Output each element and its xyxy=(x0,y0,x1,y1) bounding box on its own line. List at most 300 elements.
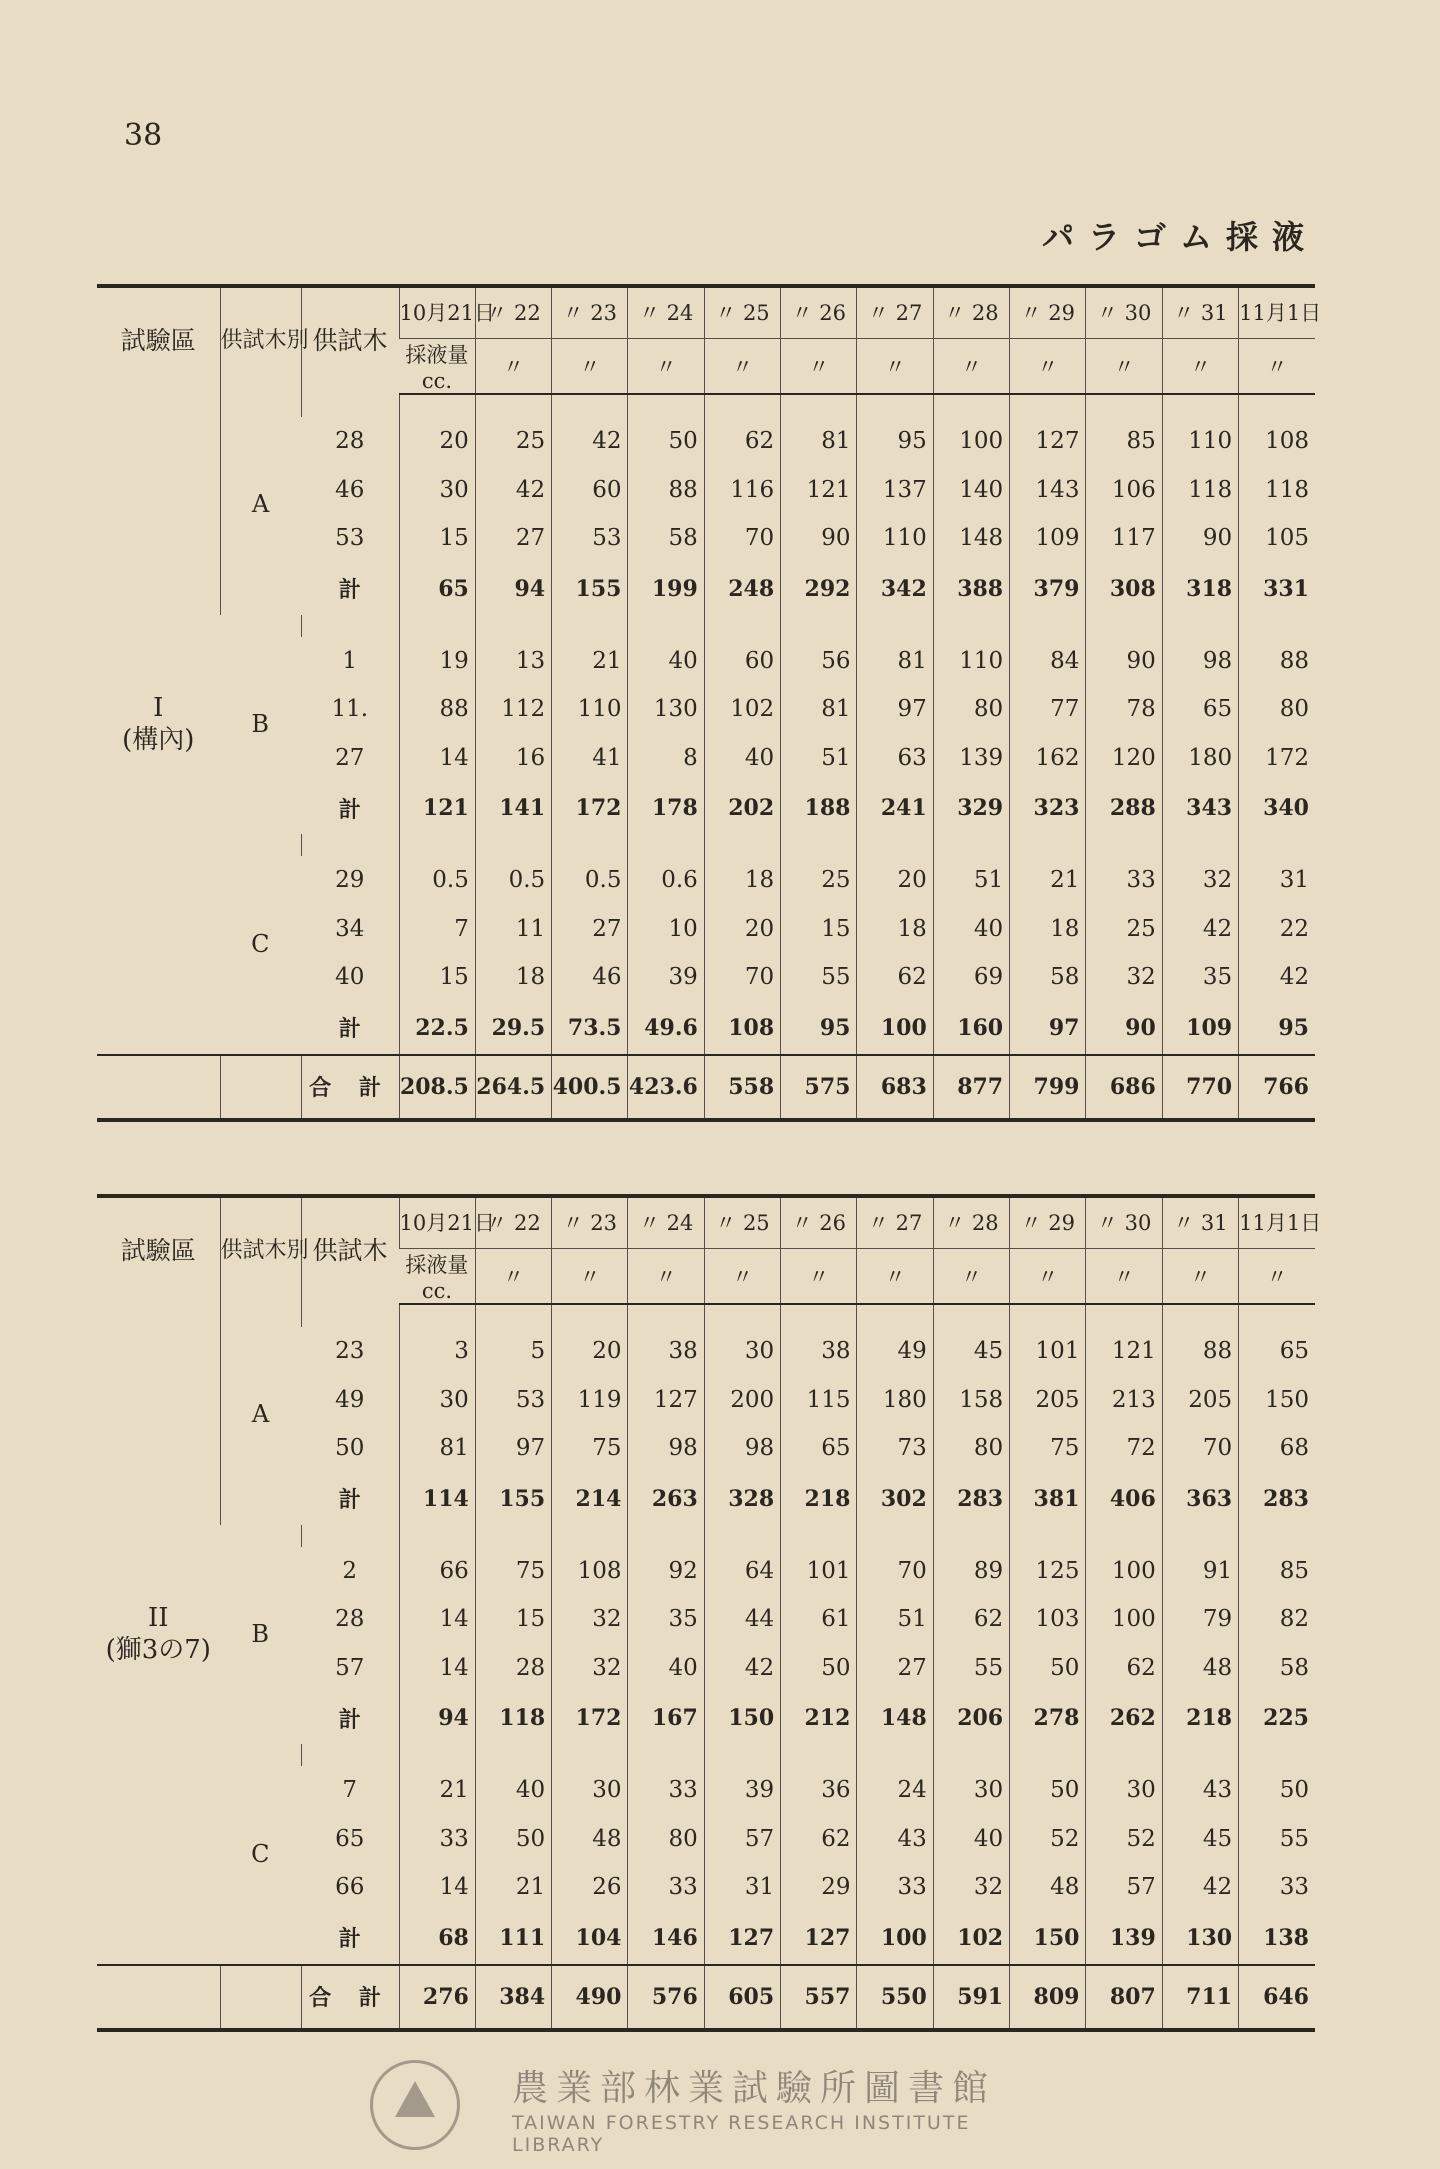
subtotal-cell: 199 xyxy=(628,563,704,615)
subtotal-cell: 104 xyxy=(552,1912,628,1965)
value-cell: 110 xyxy=(1162,417,1238,466)
value-cell: 117 xyxy=(1086,514,1162,563)
subtotal-cell: 160 xyxy=(933,1002,1009,1055)
value-cell: 116 xyxy=(704,466,780,515)
tree-id: 66 xyxy=(335,1874,365,1901)
value-cell: 63 xyxy=(857,734,933,783)
header-area: 試驗區 xyxy=(120,1236,196,1266)
header-date: 〃 26 xyxy=(781,286,857,339)
value-cell: 30 xyxy=(399,466,475,515)
value-cell: 100 xyxy=(1086,1595,1162,1644)
tree-id: 34 xyxy=(335,915,365,942)
value-cell: 66 xyxy=(399,1547,475,1596)
subtotal-cell: 172 xyxy=(552,1692,628,1744)
total-cell: 558 xyxy=(704,1055,780,1120)
value-cell: 29 xyxy=(781,1863,857,1912)
value-cell: 55 xyxy=(1239,1815,1315,1864)
value-cell: 80 xyxy=(1239,685,1315,734)
value-cell: 40 xyxy=(933,1815,1009,1864)
total-cell: 686 xyxy=(1086,1055,1162,1120)
total-cell: 490 xyxy=(552,1965,628,2030)
header-date: 〃 26 xyxy=(781,1196,857,1249)
value-cell: 95 xyxy=(857,417,933,466)
value-cell: 101 xyxy=(781,1547,857,1596)
subtotal-cell: 49.6 xyxy=(628,1002,704,1055)
header-title: パラゴム採液 xyxy=(1041,218,1318,256)
value-cell: 20 xyxy=(857,856,933,905)
value-cell: 32 xyxy=(1162,856,1238,905)
subtotal-cell: 94 xyxy=(475,563,551,615)
value-cell: 22 xyxy=(1239,905,1315,954)
subtotal-cell: 138 xyxy=(1239,1912,1315,1965)
value-cell: 90 xyxy=(1086,637,1162,686)
group-label: C xyxy=(251,929,270,958)
value-cell: 62 xyxy=(1086,1644,1162,1693)
subtotal-cell: 263 xyxy=(628,1473,704,1525)
subtotal-cell: 278 xyxy=(1010,1692,1086,1744)
value-cell: 14 xyxy=(399,1863,475,1912)
subtotal-cell: 65 xyxy=(399,563,475,615)
header-ditto: 〃 xyxy=(1010,1249,1086,1305)
header-ditto: 〃 xyxy=(1239,339,1315,395)
total-cell: 877 xyxy=(933,1055,1009,1120)
subtotal-cell: 206 xyxy=(933,1692,1009,1744)
header-area: 試驗區 xyxy=(120,326,196,356)
value-cell: 62 xyxy=(857,953,933,1002)
value-cell: 27 xyxy=(552,905,628,954)
subtotal-cell: 241 xyxy=(857,782,933,834)
tree-id: 46 xyxy=(335,476,365,503)
subtotal-cell: 262 xyxy=(1086,1692,1162,1744)
value-cell: 35 xyxy=(1162,953,1238,1002)
header-date: 〃 24 xyxy=(628,286,704,339)
header-ditto: 〃 xyxy=(857,339,933,395)
value-cell: 69 xyxy=(933,953,1009,1002)
value-cell: 60 xyxy=(704,637,780,686)
value-cell: 118 xyxy=(1239,466,1315,515)
value-cell: 62 xyxy=(704,417,780,466)
subtotal-cell: 150 xyxy=(1010,1912,1086,1965)
value-cell: 35 xyxy=(628,1595,704,1644)
total-cell: 646 xyxy=(1239,1965,1315,2030)
value-cell: 88 xyxy=(399,685,475,734)
value-cell: 30 xyxy=(552,1766,628,1815)
value-cell: 14 xyxy=(399,1644,475,1693)
value-cell: 52 xyxy=(1010,1815,1086,1864)
header-ditto: 〃 xyxy=(781,1249,857,1305)
header-unit xyxy=(399,339,475,395)
header-date: 10月21日 xyxy=(399,286,475,339)
group-label: A xyxy=(220,1304,301,1525)
header-date: 〃 27 xyxy=(857,286,933,339)
subtotal-cell: 155 xyxy=(552,563,628,615)
value-cell: 75 xyxy=(475,1547,551,1596)
value-cell: 172 xyxy=(1239,734,1315,783)
subtotal-label: 計 xyxy=(338,577,361,604)
value-cell: 10 xyxy=(628,905,704,954)
value-cell: 58 xyxy=(628,514,704,563)
value-cell: 101 xyxy=(1010,1327,1086,1376)
subtotal-cell: 343 xyxy=(1162,782,1238,834)
value-cell: 46 xyxy=(552,953,628,1002)
value-cell: 42 xyxy=(552,417,628,466)
header-ditto: 〃 xyxy=(1239,1249,1315,1305)
tree-id: 29 xyxy=(335,867,365,894)
subtotal-cell: 178 xyxy=(628,782,704,834)
value-cell: 26 xyxy=(552,1863,628,1912)
value-cell: 91 xyxy=(1162,1547,1238,1596)
value-cell: 75 xyxy=(552,1424,628,1473)
subtotal-cell: 95 xyxy=(1239,1002,1315,1055)
value-cell: 62 xyxy=(781,1815,857,1864)
header-ditto: 〃 xyxy=(857,1249,933,1305)
total-cell: 557 xyxy=(781,1965,857,2030)
subtotal-cell: 111 xyxy=(475,1912,551,1965)
header-unit-cc: cc. xyxy=(421,369,453,394)
tree-id: 27 xyxy=(335,744,365,771)
total-cell: 683 xyxy=(857,1055,933,1120)
value-cell: 150 xyxy=(1239,1376,1315,1425)
value-cell: 102 xyxy=(704,685,780,734)
subtotal-cell: 248 xyxy=(704,563,780,615)
value-cell: 11 xyxy=(475,905,551,954)
subtotal-cell: 318 xyxy=(1162,563,1238,615)
value-cell: 36 xyxy=(781,1766,857,1815)
value-cell: 33 xyxy=(1086,856,1162,905)
value-cell: 75 xyxy=(1010,1424,1086,1473)
value-cell: 57 xyxy=(1086,1863,1162,1912)
value-cell: 42 xyxy=(1239,953,1315,1002)
tree-id: 50 xyxy=(335,1435,365,1462)
header-date: 〃 22 xyxy=(475,1196,551,1249)
subtotal-cell: 102 xyxy=(933,1912,1009,1965)
value-cell: 58 xyxy=(1239,1644,1315,1693)
value-cell: 51 xyxy=(781,734,857,783)
value-cell: 42 xyxy=(1162,1863,1238,1912)
value-cell: 25 xyxy=(781,856,857,905)
subtotal-cell: 172 xyxy=(552,782,628,834)
total-label: 合 計 xyxy=(301,1965,399,2030)
header-ditto: 〃 xyxy=(933,1249,1009,1305)
header-date: 11月1日 xyxy=(1239,1196,1315,1249)
header-group: 供試木別 xyxy=(220,286,301,394)
tree-id: 23 xyxy=(335,1338,365,1365)
total-cell: 807 xyxy=(1086,1965,1162,2030)
subtotal-cell: 328 xyxy=(704,1473,780,1525)
value-cell: 31 xyxy=(704,1863,780,1912)
value-cell: 92 xyxy=(628,1547,704,1596)
value-cell: 18 xyxy=(704,856,780,905)
header-unit-label: 採液量 xyxy=(405,343,469,368)
value-cell: 48 xyxy=(552,1815,628,1864)
total-row xyxy=(97,1965,1315,2030)
value-cell: 50 xyxy=(1010,1766,1086,1815)
value-cell: 7 xyxy=(399,905,475,954)
total-cell: 799 xyxy=(1010,1055,1086,1120)
tree-id: 7 xyxy=(342,1777,358,1804)
value-cell: 48 xyxy=(1010,1863,1086,1912)
header-date: 〃 28 xyxy=(933,1196,1009,1249)
subtotal-label: 計 xyxy=(338,1706,361,1733)
subtotal-cell: 288 xyxy=(1086,782,1162,834)
value-cell: 143 xyxy=(1010,466,1086,515)
header-date: 10月21日 xyxy=(399,1196,475,1249)
value-cell: 42 xyxy=(1162,905,1238,954)
subtotal-cell: 150 xyxy=(704,1692,780,1744)
area-number: II xyxy=(147,1602,169,1633)
value-cell: 72 xyxy=(1086,1424,1162,1473)
value-cell: 45 xyxy=(933,1327,1009,1376)
value-cell: 49 xyxy=(857,1327,933,1376)
value-cell: 52 xyxy=(1086,1815,1162,1864)
header-ditto: 〃 xyxy=(1010,339,1086,395)
header-date: 〃 23 xyxy=(552,286,628,339)
value-cell: 43 xyxy=(857,1815,933,1864)
subtotal-cell: 118 xyxy=(475,1692,551,1744)
header-group: 供試木別 xyxy=(220,1196,301,1304)
value-cell: 78 xyxy=(1086,685,1162,734)
value-cell: 205 xyxy=(1162,1376,1238,1425)
value-cell: 0.5 xyxy=(552,856,628,905)
header-date: 〃 29 xyxy=(1010,1196,1086,1249)
value-cell: 53 xyxy=(552,514,628,563)
value-cell: 148 xyxy=(933,514,1009,563)
value-cell: 25 xyxy=(475,417,551,466)
area-sub: (獅3の7) xyxy=(105,1634,211,1665)
subtotal-cell: 329 xyxy=(933,782,1009,834)
subtotal-cell: 22.5 xyxy=(399,1002,475,1055)
header-date: 〃 27 xyxy=(857,1196,933,1249)
value-cell: 30 xyxy=(933,1766,1009,1815)
subtotal-cell: 100 xyxy=(857,1912,933,1965)
latex-yield-table-1 xyxy=(97,284,1322,1122)
value-cell: 30 xyxy=(1086,1766,1162,1815)
value-cell: 16 xyxy=(475,734,551,783)
value-cell: 62 xyxy=(933,1595,1009,1644)
subtotal-cell: 202 xyxy=(704,782,780,834)
value-cell: 70 xyxy=(1162,1424,1238,1473)
value-cell: 18 xyxy=(475,953,551,1002)
value-cell: 33 xyxy=(399,1815,475,1864)
header-date: 〃 30 xyxy=(1086,1196,1162,1249)
tree-id: 28 xyxy=(335,428,365,455)
subtotal-cell: 68 xyxy=(399,1912,475,1965)
value-cell: 30 xyxy=(704,1327,780,1376)
total-cell: 576 xyxy=(628,1965,704,2030)
subtotal-cell: 331 xyxy=(1239,563,1315,615)
value-cell: 98 xyxy=(1162,637,1238,686)
value-cell: 33 xyxy=(1239,1863,1315,1912)
area-label xyxy=(97,394,220,1055)
value-cell: 162 xyxy=(1010,734,1086,783)
total-cell: 276 xyxy=(399,1965,475,2030)
subtotal-cell: 292 xyxy=(781,563,857,615)
tree-id: 57 xyxy=(335,1654,365,1681)
value-cell: 65 xyxy=(781,1424,857,1473)
header-date: 〃 31 xyxy=(1162,1196,1238,1249)
value-cell: 118 xyxy=(1162,466,1238,515)
value-cell: 39 xyxy=(704,1766,780,1815)
tree-id: 28 xyxy=(335,1606,365,1633)
subtotal-cell: 94 xyxy=(399,1692,475,1744)
subtotal-cell: 100 xyxy=(857,1002,933,1055)
header-date: 〃 25 xyxy=(704,1196,780,1249)
tree-id: 53 xyxy=(335,525,365,552)
value-cell: 103 xyxy=(1010,1595,1086,1644)
header-date: 〃 30 xyxy=(1086,286,1162,339)
value-cell: 38 xyxy=(781,1327,857,1376)
header-ditto: 〃 xyxy=(475,1249,551,1305)
subtotal-cell: 155 xyxy=(475,1473,551,1525)
value-cell: 20 xyxy=(399,417,475,466)
subtotal-cell: 127 xyxy=(704,1912,780,1965)
value-cell: 115 xyxy=(781,1376,857,1425)
subtotal-cell: 114 xyxy=(399,1473,475,1525)
value-cell: 25 xyxy=(1086,905,1162,954)
group-label: C xyxy=(251,1839,270,1868)
value-cell: 98 xyxy=(628,1424,704,1473)
header-ditto: 〃 xyxy=(933,339,1009,395)
value-cell: 40 xyxy=(704,734,780,783)
value-cell: 65 xyxy=(1162,685,1238,734)
subtotal-cell: 363 xyxy=(1162,1473,1238,1525)
header-ditto: 〃 xyxy=(781,339,857,395)
value-cell: 55 xyxy=(933,1644,1009,1693)
value-cell: 60 xyxy=(552,466,628,515)
value-cell: 70 xyxy=(857,1547,933,1596)
header-unit xyxy=(399,1249,475,1305)
value-cell: 180 xyxy=(857,1376,933,1425)
value-cell: 40 xyxy=(933,905,1009,954)
value-cell: 50 xyxy=(475,1815,551,1864)
subtotal-cell: 73.5 xyxy=(552,1002,628,1055)
value-cell: 41 xyxy=(552,734,628,783)
group-label: B xyxy=(251,710,270,739)
header-ditto: 〃 xyxy=(1162,1249,1238,1305)
value-cell: 32 xyxy=(1086,953,1162,1002)
library-seal-icon xyxy=(370,2060,460,2150)
library-name-english: TAIWAN FORESTRY RESEARCH INSTITUTE LIBRARY xyxy=(512,2112,971,2156)
value-cell: 58 xyxy=(1010,953,1086,1002)
value-cell: 24 xyxy=(857,1766,933,1815)
subtotal-cell: 283 xyxy=(933,1473,1009,1525)
value-cell: 79 xyxy=(1162,1595,1238,1644)
subtotal-cell: 323 xyxy=(1010,782,1086,834)
value-cell: 0.5 xyxy=(475,856,551,905)
subtotal-cell: 139 xyxy=(1086,1912,1162,1965)
tree-id: 11. xyxy=(331,696,369,723)
header-ditto: 〃 xyxy=(475,339,551,395)
value-cell: 5 xyxy=(475,1327,551,1376)
subtotal-cell: 214 xyxy=(552,1473,628,1525)
subtotal-cell: 218 xyxy=(781,1473,857,1525)
value-cell: 81 xyxy=(399,1424,475,1473)
value-cell: 100 xyxy=(933,417,1009,466)
value-cell: 130 xyxy=(628,685,704,734)
value-cell: 32 xyxy=(552,1595,628,1644)
header-ditto: 〃 xyxy=(628,1249,704,1305)
header-ditto: 〃 xyxy=(628,339,704,395)
value-cell: 158 xyxy=(933,1376,1009,1425)
value-cell: 105 xyxy=(1239,514,1315,563)
value-cell: 13 xyxy=(475,637,551,686)
value-cell: 8 xyxy=(628,734,704,783)
value-cell: 53 xyxy=(475,1376,551,1425)
value-cell: 15 xyxy=(399,514,475,563)
subtotal-cell: 90 xyxy=(1086,1002,1162,1055)
value-cell: 88 xyxy=(1239,637,1315,686)
value-cell: 50 xyxy=(1239,1766,1315,1815)
value-cell: 39 xyxy=(628,953,704,1002)
subtotal-cell: 340 xyxy=(1239,782,1315,834)
tree-id: 40 xyxy=(335,964,365,991)
total-row xyxy=(97,1055,1315,1120)
value-cell: 14 xyxy=(399,734,475,783)
latex-yield-table-2 xyxy=(97,1194,1322,2032)
group-label: B xyxy=(251,1620,270,1649)
value-cell: 42 xyxy=(704,1644,780,1693)
value-cell: 44 xyxy=(704,1595,780,1644)
header-date: 〃 28 xyxy=(933,286,1009,339)
subtotal-cell: 302 xyxy=(857,1473,933,1525)
subtotal-cell: 218 xyxy=(1162,1692,1238,1744)
value-cell: 21 xyxy=(552,637,628,686)
value-cell: 64 xyxy=(704,1547,780,1596)
subtotal-label: 計 xyxy=(338,1016,361,1043)
header-date: 〃 23 xyxy=(552,1196,628,1249)
value-cell: 121 xyxy=(1086,1327,1162,1376)
value-cell: 81 xyxy=(857,637,933,686)
subtotal-cell: 109 xyxy=(1162,1002,1238,1055)
area-number: I xyxy=(153,692,164,723)
subtotal-cell: 379 xyxy=(1010,563,1086,615)
value-cell: 51 xyxy=(933,856,1009,905)
value-cell: 30 xyxy=(399,1376,475,1425)
value-cell: 108 xyxy=(552,1547,628,1596)
area-label xyxy=(97,1304,220,1965)
subtotal-cell: 225 xyxy=(1239,1692,1315,1744)
value-cell: 84 xyxy=(1010,637,1086,686)
header-tree: 供試木 xyxy=(301,286,399,394)
value-cell: 32 xyxy=(933,1863,1009,1912)
value-cell: 61 xyxy=(781,1595,857,1644)
value-cell: 121 xyxy=(781,466,857,515)
total-cell: 809 xyxy=(1010,1965,1086,2030)
value-cell: 125 xyxy=(1010,1547,1086,1596)
subtotal-label: 計 xyxy=(338,1926,361,1953)
header-date: 11月1日 xyxy=(1239,286,1315,339)
value-cell: 18 xyxy=(857,905,933,954)
value-cell: 31 xyxy=(1239,856,1315,905)
value-cell: 0.6 xyxy=(628,856,704,905)
header-date: 〃 29 xyxy=(1010,286,1086,339)
value-cell: 77 xyxy=(1010,685,1086,734)
value-cell: 97 xyxy=(475,1424,551,1473)
subtotal-cell: 283 xyxy=(1239,1473,1315,1525)
value-cell: 100 xyxy=(1086,1547,1162,1596)
value-cell: 200 xyxy=(704,1376,780,1425)
value-cell: 33 xyxy=(628,1863,704,1912)
subtotal-cell: 212 xyxy=(781,1692,857,1744)
value-cell: 85 xyxy=(1086,417,1162,466)
value-cell: 43 xyxy=(1162,1766,1238,1815)
value-cell: 85 xyxy=(1239,1547,1315,1596)
value-cell: 108 xyxy=(1239,417,1315,466)
value-cell: 88 xyxy=(1162,1327,1238,1376)
value-cell: 20 xyxy=(704,905,780,954)
value-cell: 120 xyxy=(1086,734,1162,783)
value-cell: 89 xyxy=(933,1547,1009,1596)
